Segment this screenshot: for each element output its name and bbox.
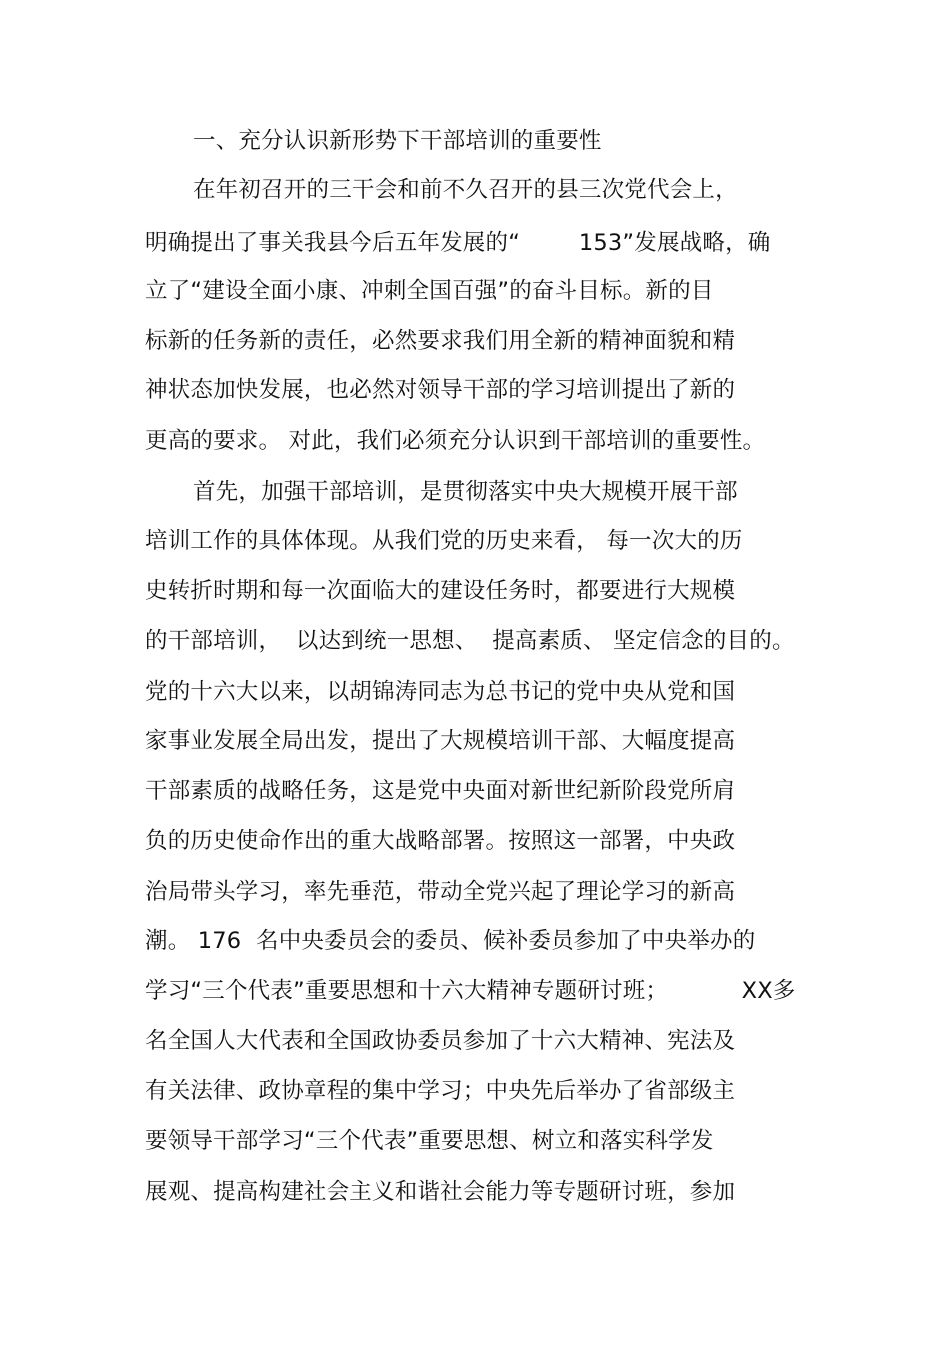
section-heading: 一、充分认识新形势下干部培训的重要性 xyxy=(193,128,602,154)
paragraph-line: 更高的要求。 对此，我们必须充分认识到干部培训的重要性。 xyxy=(145,428,766,454)
paragraph-line: 党的十六大以来，以胡锦涛同志为总书记的党中央从党和国 xyxy=(145,679,736,705)
paragraph-line: 在年初召开的三干会和前不久召开的县三次党代会上， xyxy=(193,177,738,203)
paragraph-line: 史转折时期和每一次面临大的建设任务时，都要进行大规模 xyxy=(145,578,736,604)
paragraph-line: 标新的任务新的责任，必然要求我们用全新的精神面貌和精 xyxy=(145,328,736,354)
paragraph-line: 潮。 176 名中央委员会的委员、候补委员参加了中央举办的 xyxy=(145,928,756,954)
paragraph-line: 的干部培训， 以达到统一思想、 提高素质、 坚定信念的目的。 xyxy=(145,628,795,654)
paragraph-line: 培训工作的具体体现。从我们党的历史来看， 每一次大的历 xyxy=(145,528,743,554)
paragraph-line: 家事业发展全局出发，提出了大规模培训干部、大幅度提高 xyxy=(145,728,736,754)
paragraph-line: 学习“三个代表”重要思想和十六大精神专题研讨班； XX多 xyxy=(145,978,796,1004)
paragraph-line: 展观、提高构建社会主义和谐社会能力等专题研讨班，参加 xyxy=(145,1179,736,1205)
paragraph-line: 明确提出了事关我县今后五年发展的“ 153”发展战略，确 xyxy=(145,230,771,256)
paragraph-line: 有关法律、政协章程的集中学习；中央先后举办了省部级主 xyxy=(145,1078,736,1104)
paragraph-line: 神状态加快发展，也必然对领导干部的学习培训提出了新的 xyxy=(145,377,736,403)
paragraph-line: 名全国人大代表和全国政协委员参加了十六大精神、宪法及 xyxy=(145,1028,736,1054)
paragraph-line: 首先，加强干部培训，是贯彻落实中央大规模开展干部 xyxy=(193,479,738,505)
paragraph-line: 立了“建设全面小康、冲刺全国百强”的奋斗目标。新的目 xyxy=(145,278,714,304)
paragraph-line: 要领导干部学习“三个代表”重要思想、树立和落实科学发 xyxy=(145,1128,714,1154)
paragraph-line: 负的历史使命作出的重大战略部署。按照这一部署，中央政 xyxy=(145,828,736,854)
paragraph-line: 干部素质的战略任务，这是党中央面对新世纪新阶段党所肩 xyxy=(145,778,736,804)
paragraph-line: 治局带头学习，率先垂范，带动全党兴起了理论学习的新高 xyxy=(145,879,736,905)
